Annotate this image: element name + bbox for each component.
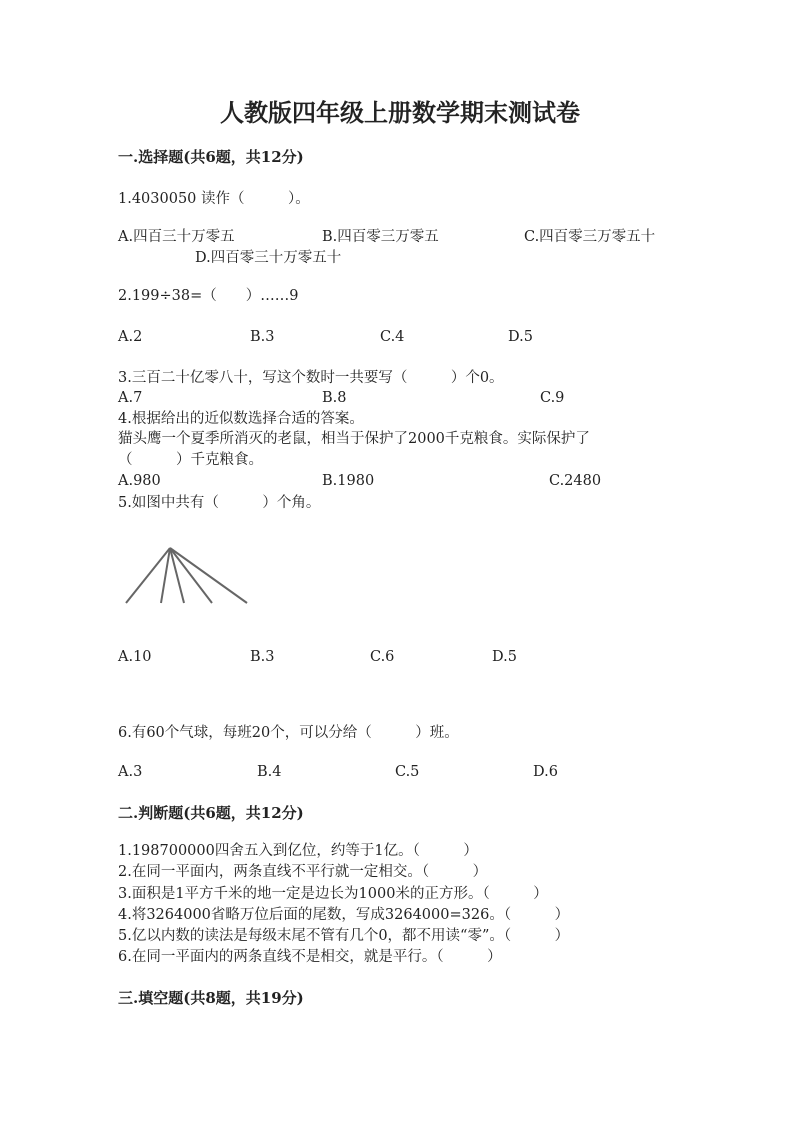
section-heading: 一.选择题(共6题，共12分) — [118, 148, 304, 166]
option-d: D.5 — [492, 649, 517, 665]
question-6: 6.有60个气球，每班20个，可以分给（ ）班。 — [118, 725, 459, 741]
section-heading: 二.判断题(共6题，共12分) — [118, 804, 304, 822]
option-b: B.4 — [257, 764, 282, 780]
section-heading: 三.填空题(共8题，共19分) — [118, 989, 304, 1007]
judgment-item: 1.198700000四舍五入到亿位，约等于1亿。（ ） — [118, 843, 478, 859]
judgment-item: 2.在同一平面内，两条直线不平行就一定相交。（ ） — [118, 864, 488, 880]
option-b: B.四百零三万零五 — [322, 229, 439, 245]
option-a: A.2 — [118, 329, 143, 345]
option-c: C.9 — [540, 390, 565, 406]
option-b: B.8 — [322, 390, 347, 406]
option-c: C.5 — [395, 764, 420, 780]
option-c: C.6 — [370, 649, 395, 665]
option-a: A.3 — [118, 764, 143, 780]
option-a: A.10 — [118, 649, 152, 665]
question-3: 3.三百二十亿零八十，写这个数时一共要写（ ）个0。 — [118, 370, 504, 386]
judgment-item: 4.将3264000省略万位后面的尾数，写成3264000=326。（ ） — [118, 907, 570, 923]
option-b: B.3 — [250, 649, 275, 665]
question-4-body: （ ）千克粮食。 — [118, 452, 263, 468]
question-4: 4.根据给出的近似数选择合适的答案。 — [118, 411, 364, 427]
option-d: D.6 — [533, 764, 558, 780]
option-c: C.2480 — [549, 473, 602, 489]
ray-line — [126, 548, 170, 603]
option-c: C.4 — [380, 329, 405, 345]
option-b: B.1980 — [322, 473, 375, 489]
option-d: D.5 — [508, 329, 533, 345]
question-4-body: 猫头鹰一个夏季所消灭的老鼠，相当于保护了2000千克粮食。实际保护了 — [118, 431, 590, 447]
option-b: B.3 — [250, 329, 275, 345]
question-5: 5.如图中共有（ ）个角。 — [118, 495, 321, 511]
question-1: 1.4030050 读作（ ）。 — [118, 191, 310, 207]
option-a: A.7 — [118, 390, 143, 406]
page-title: 人教版四年级上册数学期末测试卷 — [220, 98, 580, 127]
option-a: A.四百三十万零五 — [118, 229, 235, 245]
judgment-item: 6.在同一平面内的两条直线不是相交，就是平行。（ ） — [118, 949, 502, 965]
option-c: C.四百零三万零五十 — [524, 229, 656, 245]
judgment-item: 5.亿以内数的读法是每级末尾不管有几个0，都不用读“零”。（ ） — [118, 928, 570, 944]
option-a: A.980 — [118, 473, 161, 489]
option-d: D.四百零三十万零五十 — [195, 250, 342, 266]
judgment-item: 3.面积是1平方千米的地一定是边长为1000米的正方形。（ ） — [118, 886, 548, 902]
question-2: 2.199÷38=（ ）……9 — [118, 288, 299, 304]
